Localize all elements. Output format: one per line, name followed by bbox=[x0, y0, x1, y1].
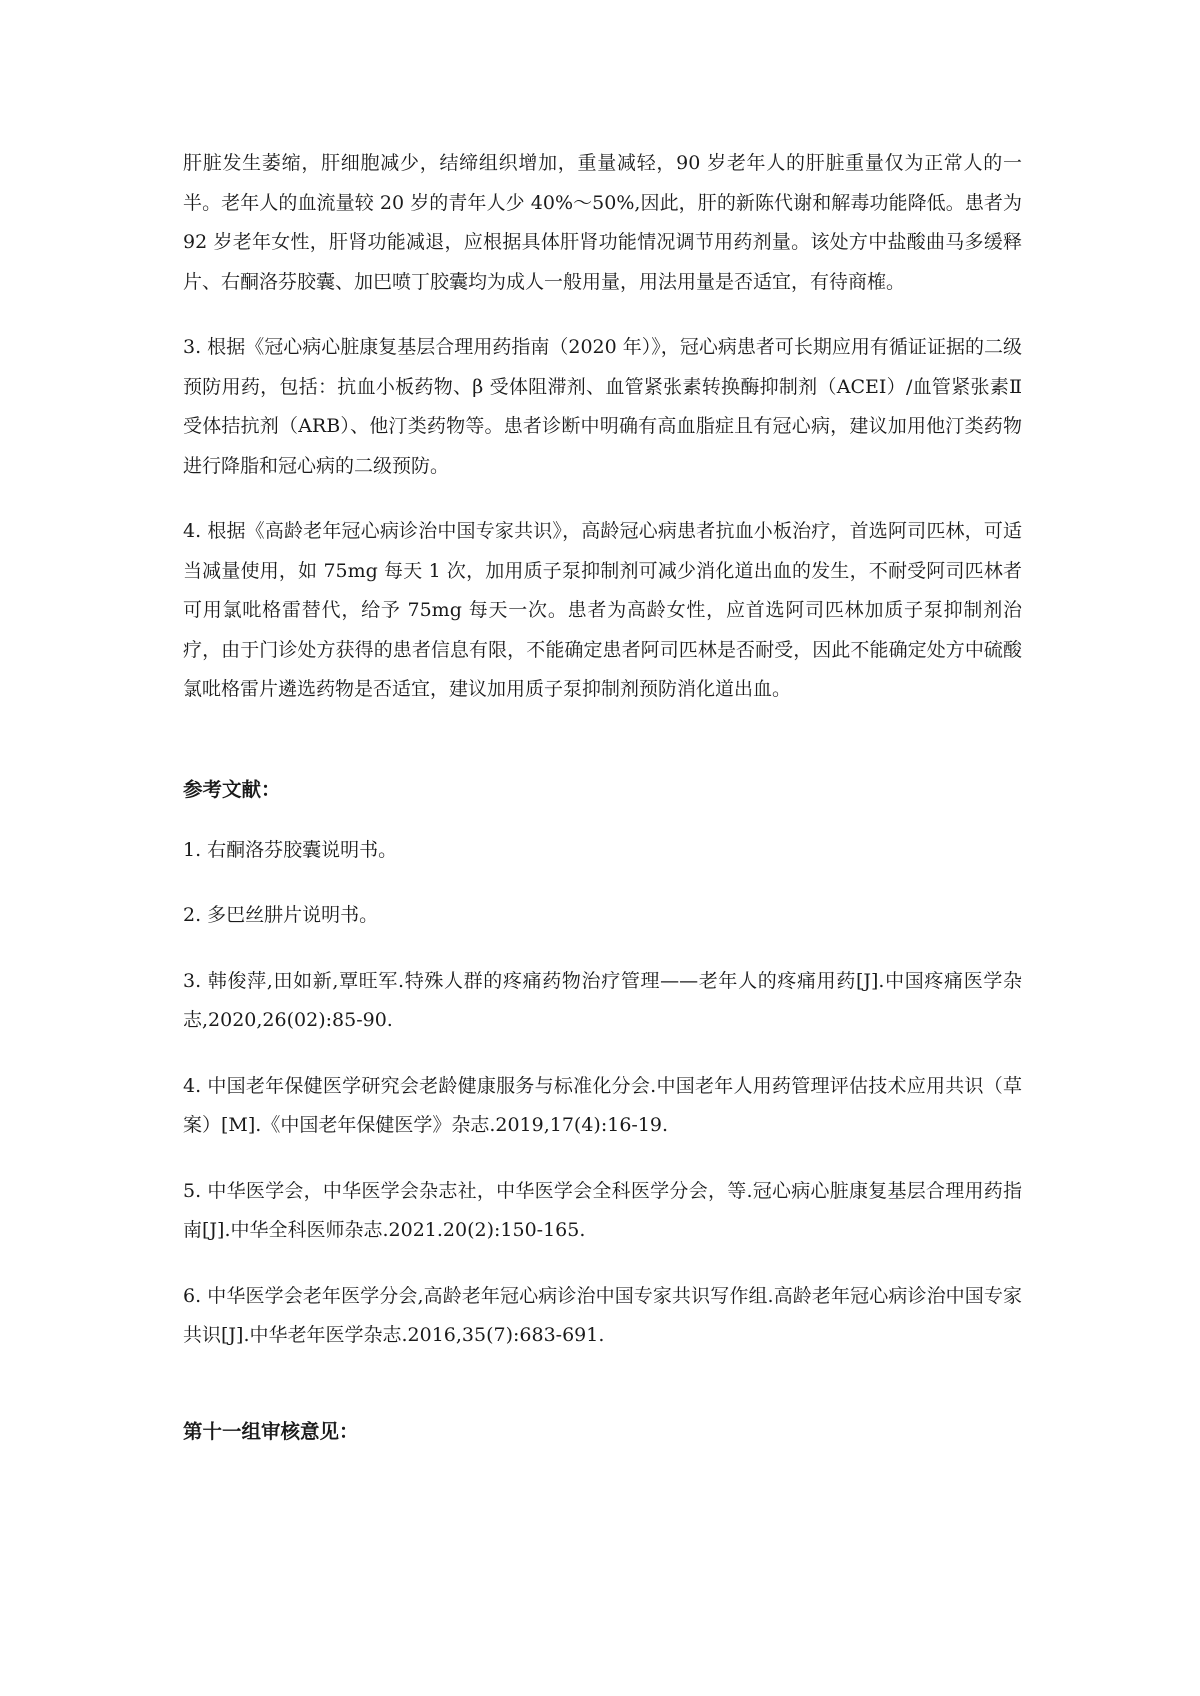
paragraph-liver-function: 肝脏发生萎缩，肝细胞减少，结缔组织增加，重量减轻，90 岁老年人的肝脏重量仅为正常人的一半。老年人的血流量较 20 岁的青年人少 40%～50%,因此，肝的新陈代谢和解毒功能降低。患者为 92 岁老年女性，肝肾功能减退，应根据具体肝肾功能情况调节用药剂量。该处方中盐酸曲马多缓释片、右酮洛芬胶囊、加巴喷丁胶囊均为成人一般用量，用法用量是否适宜，有待商榷。 bbox=[183, 152, 1022, 293]
reference-item: 6. 中华医学会老年医学分会,高龄老年冠心病诊治中国专家共识写作组.高龄老年冠心病诊治中国专家共识[J].中华老年医学杂志.2016,35(7):683-691. bbox=[183, 1284, 1022, 1346]
reference-item: 4. 中国老年保健医学研究会老龄健康服务与标准化分会.中国老年人用药管理评估技术应用共识（草案）[M].《中国老年保健医学》杂志.2019,17(4):16-19. bbox=[183, 1074, 1022, 1136]
paragraph-point-3: 3. 根据《冠心病心脏康复基层合理用药指南（2020 年）》，冠心病患者可长期应用有循证证据的二级预防用药，包括：抗血小板药物、β 受体阻滞剂、血管紧张素转换酶抑制剂（ACEI）/血管紧张素Ⅱ受体拮抗剂（ARB）、他汀类药物等。患者诊断中明确有高血脂症且有冠心病，建议加用他汀类药物进行降脂和冠心病的二级预防。 bbox=[183, 336, 1022, 477]
reference-item: 3. 韩俊萍,田如新,覃旺军.特殊人群的疼痛药物治疗管理——老年人的疼痛用药[J].中国疼痛医学杂志,2020,26(02):85-90. bbox=[183, 969, 1022, 1031]
review-heading: 第十一组审核意见： bbox=[183, 1419, 359, 1443]
paragraph-point-4: 4. 根据《高龄老年冠心病诊治中国专家共识》，高龄冠心病患者抗血小板治疗，首选阿司匹林，可适当减量使用，如 75mg 每天 1 次，加用质子泵抑制剂可减少消化道出血的发生，不耐受阿司匹林者可用氯吡格雷替代，给予 75mg 每天一次。患者为高龄女性，应首选阿司匹林加质子泵抑制剂治疗，由于门诊处方获得的患者信息有限，不能确定患者阿司匹林是否耐受，因此不能确定处方中硫酸氯吡格雷片遴选药物是否适宜，建议加用质子泵抑制剂预防消化道出血。 bbox=[183, 520, 1022, 700]
reference-item: 1. 右酮洛芬胶囊说明书。 bbox=[183, 838, 398, 861]
references-heading: 参考文献： bbox=[183, 777, 281, 801]
reference-item: 2. 多巴丝肼片说明书。 bbox=[183, 904, 379, 926]
reference-item: 5. 中华医学会，中华医学会杂志社，中华医学会全科医学分会，等.冠心病心脏康复基层合理用药指南[J].中华全科医师杂志.2021.20(2):150-165. bbox=[183, 1179, 1022, 1241]
reference-list bbox=[183, 831, 1022, 1356]
